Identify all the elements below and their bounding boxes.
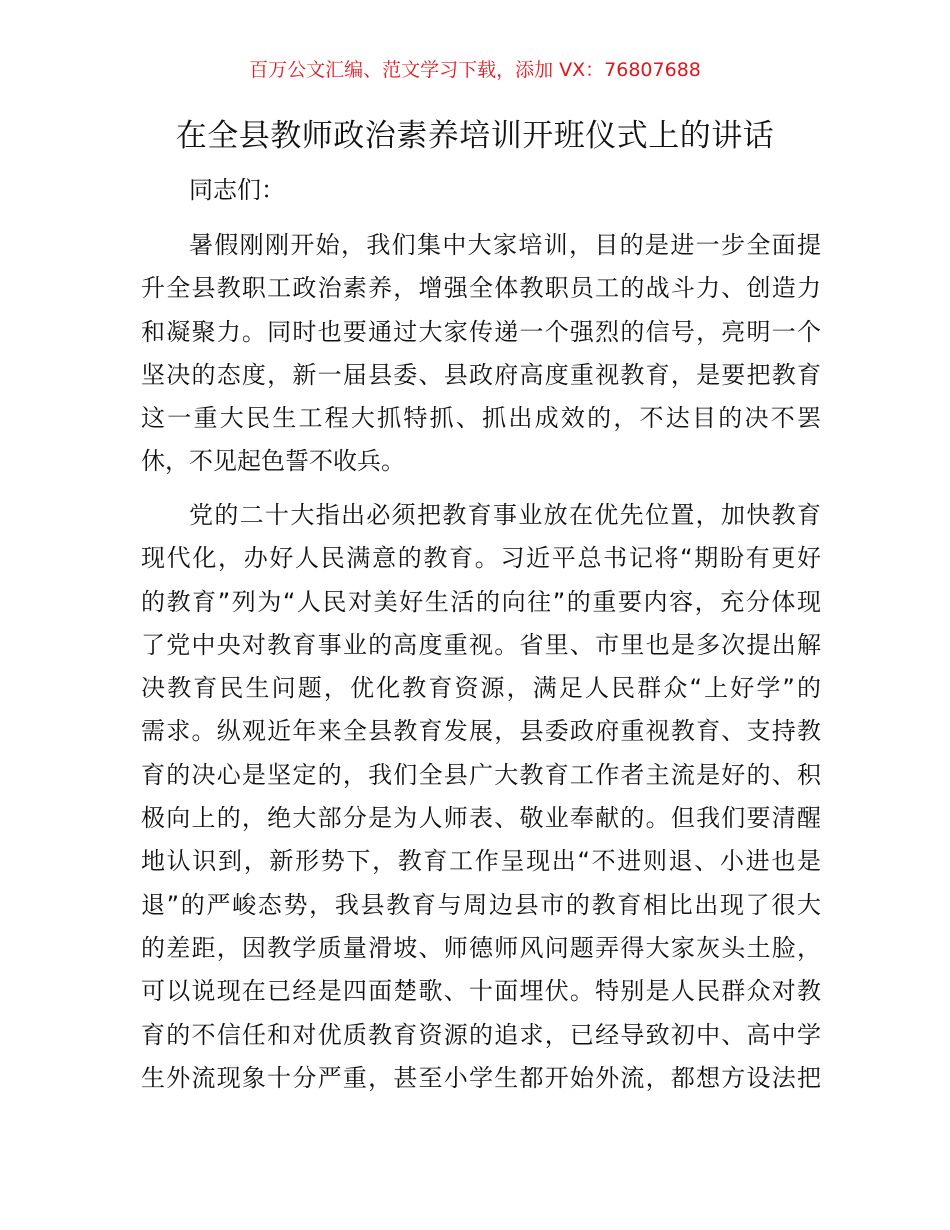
paragraph-line: 和凝聚力。同时也要通过大家传递一个强烈的信号，亮明一个 <box>141 317 821 346</box>
paragraph-line: 决教育民生问题，优化教育资源，满足人民群众“上好学”的 <box>141 674 821 703</box>
paragraph-line: 生外流现象十分严重，甚至小学生都开始外流，都想方设法把 <box>141 1063 821 1092</box>
paragraph-line: 育的不信任和对优质教育资源的追求，已经导致初中、高中学 <box>141 1020 821 1049</box>
paragraph-line: 这一重大民生工程大抓特抓、抓出成效的，不达目的决不罢 <box>141 404 821 433</box>
paragraph-line: 需求。纵观近年来全县教育发展，县委政府重视教育、支持教 <box>141 717 821 746</box>
paragraph-line: 育的决心是坚定的，我们全县广大教育工作者主流是好的、积 <box>141 760 821 789</box>
paragraph-line: 暑假刚刚开始，我们集中大家培训，目的是进一步全面提 <box>189 231 821 259</box>
salutation: 同志们： <box>189 176 285 204</box>
document-title: 在全县教师政治素养培训开班仪式上的讲话 <box>175 118 775 154</box>
paragraph-line: 党的二十大指出必须把教育事业放在优先位置，加快教育 <box>189 501 821 529</box>
paragraph-line: 现代化，办好人民满意的教育。习近平总书记将“期盼有更好 <box>141 544 821 573</box>
paragraph-line: 退”的严峻态势，我县教育与周边县市的教育相比出现了很大 <box>141 890 821 919</box>
paragraph-line: 坚决的态度，新一届县委、县政府高度重视教育，是要把教育 <box>141 360 821 389</box>
promo-banner: 百万公文汇编、范文学习下载，添加 VX：76807688 <box>249 59 701 81</box>
paragraph-line: 升全县教职工政治素养，增强全体教职员工的战斗力、创造力 <box>141 274 821 303</box>
paragraph-2 <box>141 494 821 1100</box>
paragraph-line: 可以说现在已经是四面楚歌、十面埋伏。特别是人民群众对教 <box>141 977 821 1006</box>
paragraph-1 <box>141 224 821 484</box>
paragraph-line: 的教育”列为“人民对美好生活的向往”的重要内容，充分体现 <box>141 587 821 616</box>
paragraph-line: 极向上的，绝大部分是为人师表、敬业奉献的。但我们要清醒 <box>141 804 821 833</box>
paragraph-line: 地认识到，新形势下，教育工作呈现出“不进则退、小进也是 <box>141 847 821 876</box>
paragraph-line: 的差距，因教学质量滑坡、师德师风问题弄得大家灰头土脸， <box>141 933 821 962</box>
paragraph-line: 休，不见起色誓不收兵。 <box>141 447 405 476</box>
paragraph-line: 了党中央对教育事业的高度重视。省里、市里也是多次提出解 <box>141 630 821 659</box>
